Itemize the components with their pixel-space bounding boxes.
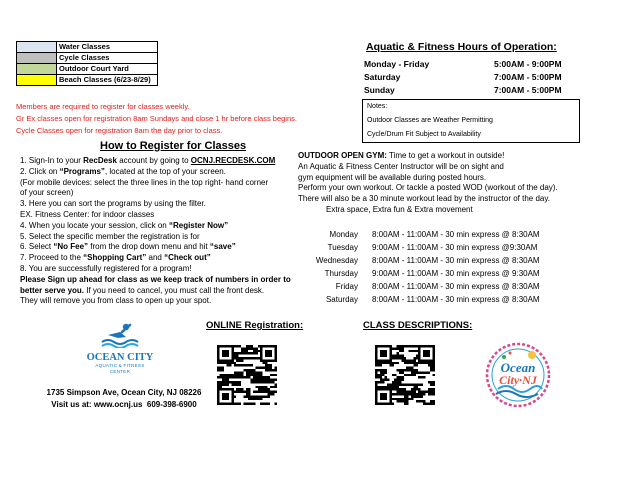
legend-swatch xyxy=(17,42,57,53)
legend-label: Outdoor Court Yard xyxy=(57,64,158,75)
hours-row: Sunday 7:00AM - 5:00PM xyxy=(364,85,562,95)
ocean-city-seal-icon xyxy=(484,341,552,409)
legend-row xyxy=(17,75,158,86)
class-descriptions-title: CLASS DESCRIPTIONS: xyxy=(363,320,473,331)
step-3: 3. Here you can sort the programs by using the filter. xyxy=(20,199,206,209)
registration-notices xyxy=(16,101,346,137)
register-title: How to Register for Classes xyxy=(100,140,247,152)
online-registration-title: ONLINE Registration: xyxy=(206,320,304,331)
hours-table xyxy=(364,58,562,97)
legend-label: Water Classes xyxy=(57,42,158,53)
legend-row xyxy=(17,64,158,75)
class-color-legend xyxy=(16,41,158,86)
hours-row: Saturday 7:00AM - 5:00PM xyxy=(364,72,562,82)
seal-city-nj: City·NJ xyxy=(499,373,537,387)
hours-title: Aquatic & Fitness Hours of Operation: xyxy=(366,41,557,53)
legend-row xyxy=(17,53,158,64)
register-steps xyxy=(20,156,295,307)
outdoor-gym-line: An Aquatic & Fitness Center Instructor will be on sight and xyxy=(298,161,504,171)
step-3-example: EX. Fitness Center: for indoor classes xyxy=(20,209,155,219)
step-5: 5. Select the specific member the registration is for xyxy=(20,231,200,241)
schedule-row: Saturday 8:00AM - 11:00AM - 30 min express @ 8:30AM xyxy=(325,295,540,304)
step-7: 7. Proceed to the “Shopping Cart” and “Check out” xyxy=(20,253,211,263)
step-2-note-a: (For mobile devices: select the three lines in the top right- hand corner xyxy=(20,177,269,187)
hours-row: Monday - Friday 5:00AM - 9:00PM xyxy=(364,59,562,69)
notice-cycle: Cycle Classes open for registration 8am the day prior to class. xyxy=(16,126,223,135)
notice-grex: Gr Ex classes open for registration 8am Sundays and close 1 hr before class begins. xyxy=(16,114,297,123)
notes-title: Notes: xyxy=(367,103,388,110)
step-2: 2. Click on “Programs”, located at the top of your screen. xyxy=(20,166,226,176)
step-4: 4. When you locate your session, click on “Register Now” xyxy=(20,220,229,230)
outdoor-gym-extra: Extra space, Extra fun & Extra movement xyxy=(326,204,473,214)
website-link[interactable]: Visit us at: www.ocnj.us xyxy=(51,400,143,409)
step-6: 6. Select “No Fee” from the drop down menu and hit “save” xyxy=(20,242,236,252)
notes-box xyxy=(362,99,580,143)
contact-info xyxy=(38,387,210,411)
phone-number: 609-398-6900 xyxy=(146,400,197,409)
schedule-row: Thursday 9:00AM - 11:00AM - 30 min express @ 9:30AM xyxy=(324,269,540,278)
address: 1735 Simpson Ave, Ocean City, NJ 08226 xyxy=(46,388,202,397)
notice-weekly: Members are required to register for classes weekly. xyxy=(16,102,190,111)
outdoor-gym-heading: OUTDOOR OPEN GYM: Time to get a workout in outside! xyxy=(298,151,505,160)
plan-ahead-a: Please Sign up ahead for class as we keep track of numbers in order to xyxy=(20,274,291,284)
outdoor-gym-line: There will also be a 30 minute workout lead by the instructor of the day. xyxy=(298,194,550,204)
legend-swatch xyxy=(17,53,57,64)
plan-ahead-b: better serve you. If you need to cancel, you must call the front desk. xyxy=(20,285,265,295)
schedule-row: Wednesday 8:00AM - 11:00AM - 30 min express @ 8:30AM xyxy=(315,256,540,265)
step-8: 8. You are successfully registered for a program! xyxy=(20,263,192,273)
schedule-row: Tuesday 9:00AM - 11:00AM - 30 min express @9:30AM xyxy=(327,243,538,252)
online-registration-qr-code-icon[interactable] xyxy=(216,345,278,405)
outdoor-gym-line: gym equipment will be available during posted hours. xyxy=(298,172,487,182)
recdesk-link[interactable]: OCNJ.RECDESK.COM xyxy=(190,156,276,165)
notes-line: Cycle/Drum Fit Subject to Availability xyxy=(367,131,481,138)
notes-line: Outdoor Classes are Weather Permitting xyxy=(367,117,493,124)
legend-label: Cycle Classes xyxy=(57,53,158,64)
schedule-row: Friday 8:00AM - 11:00AM - 30 min express @ 8:30AM xyxy=(335,282,540,291)
logo-name: OCEAN CITY xyxy=(86,351,154,363)
legend-swatch xyxy=(17,64,57,75)
outdoor-gym-section xyxy=(298,151,628,216)
schedule-row: Monday 8:00AM - 11:00AM - 30 min express @ 8:30AM xyxy=(329,230,540,239)
step-1: 1. Sign-In to your RecDesk account by going to OCNJ.RECDESK.COM xyxy=(20,156,276,165)
seal-ocean-text: Ocean xyxy=(500,360,536,375)
step-2-note-b: of your screen) xyxy=(20,188,74,198)
logo-sub-b: CENTER xyxy=(109,368,131,374)
visit-line xyxy=(38,399,210,411)
logo-sub-a: AQUATIC & FITNESS xyxy=(95,362,145,368)
legend-label: Beach Classes (6/23-8/29) xyxy=(57,75,158,86)
swimmer-icon xyxy=(70,322,170,352)
aquatic-center-logo xyxy=(70,322,170,375)
plan-ahead-c: They will remove you from class to open up your spot. xyxy=(20,296,212,306)
class-descriptions-qr-code-icon[interactable] xyxy=(374,345,436,405)
outdoor-gym-line: Perform your own workout. Or tackle a posted WOD (workout of the day). xyxy=(298,183,558,193)
legend-row xyxy=(17,42,158,53)
outdoor-gym-schedule xyxy=(294,228,540,306)
legend-swatch xyxy=(17,75,57,86)
